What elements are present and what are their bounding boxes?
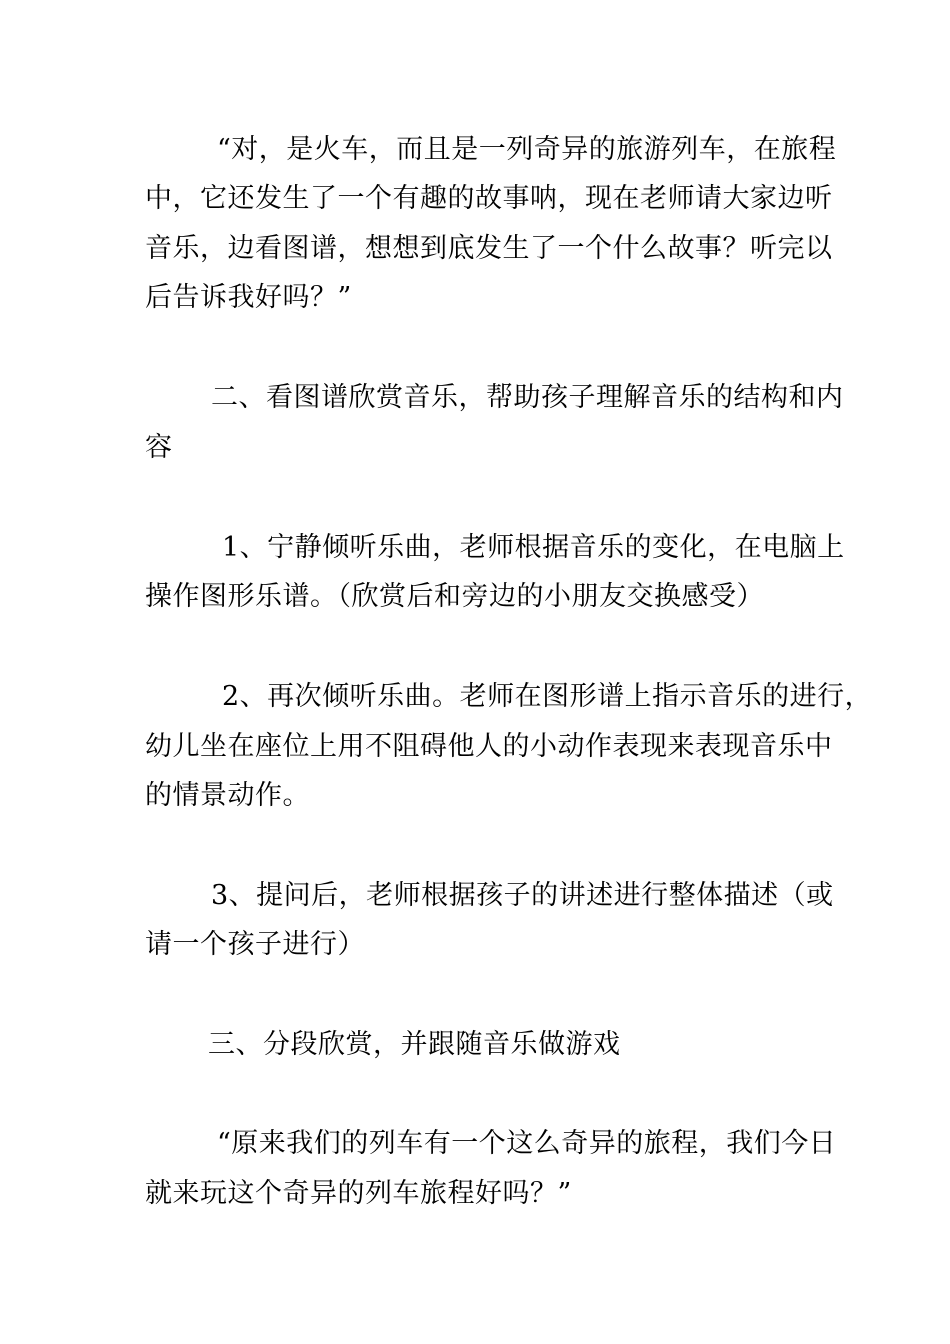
text-line: 2、再次倾听乐曲。老师在图形谱上指示音乐的进行，: [222, 681, 873, 712]
text-line: 三、分段欣赏，并跟随音乐做游戏: [208, 1029, 621, 1060]
text-line: 中，它还发生了一个有趣的故事呐，现在老师请大家边听: [145, 183, 833, 214]
text-line: 3、提问后，老师根据孩子的讲述进行整体描述（或: [211, 880, 834, 911]
text-line: 请一个孩子进行）: [145, 929, 365, 960]
text-line: 1、宁静倾听乐曲，老师根据音乐的变化，在电脑上: [222, 532, 845, 563]
text-line: 二、看图谱欣赏音乐，帮助孩子理解音乐的结构和内: [211, 382, 844, 413]
text-line: 的情景动作。: [145, 780, 310, 811]
text-line: 后告诉我好吗？”: [145, 282, 352, 313]
text-line: “对，是火车，而且是一列奇异的旅游列车，在旅程: [217, 134, 837, 165]
text-line: 容: [145, 432, 173, 463]
text-line: 操作图形乐谱。（欣赏后和旁边的小朋友交换感受）: [145, 581, 764, 612]
text-line: “原来我们的列车有一个这么奇异的旅程，我们今日: [217, 1128, 837, 1159]
text-line: 音乐，边看图谱，想想到底发生了一个什么故事？听完以: [145, 233, 833, 264]
text-line: 就来玩这个奇异的列车旅程好吗？”: [145, 1178, 572, 1209]
text-line: 幼儿坐在座位上用不阻碍他人的小动作表现来表现音乐中: [145, 731, 833, 762]
